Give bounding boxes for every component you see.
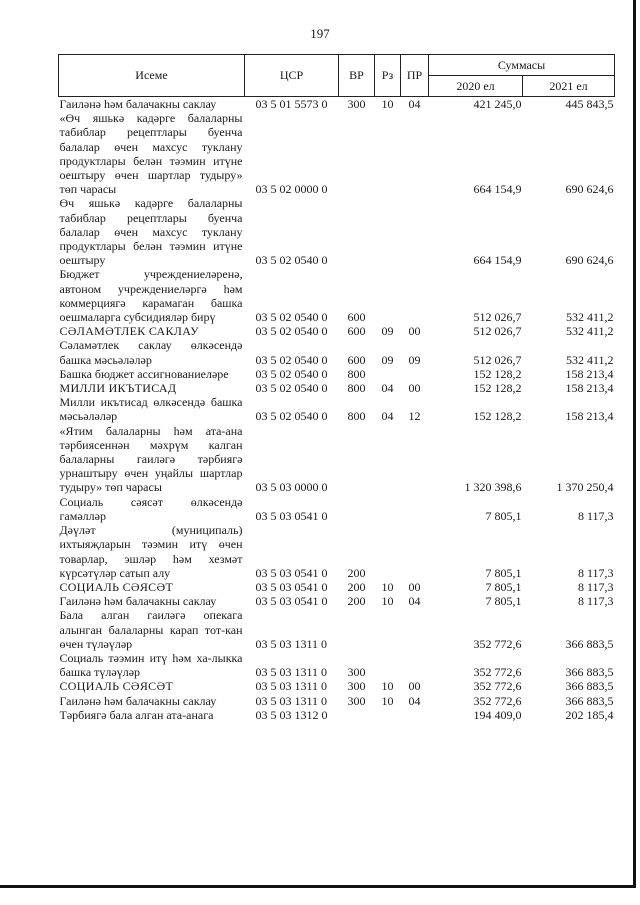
row-rz-code: 10 [381, 579, 394, 594]
row-csr-code: 03 5 01 5573 0 [255, 97, 328, 111]
table-row [59, 97, 615, 112]
row-vr-code: 600 [347, 352, 366, 367]
row-vr-code: 300 [347, 679, 366, 694]
row-amount-2021: 366 883,5 [565, 693, 614, 708]
row-amount-2021: 366 883,5 [565, 665, 614, 680]
row-amount-2021: 8 117,3 [577, 508, 614, 523]
row-vr-code: 800 [347, 381, 366, 396]
table-row [59, 651, 615, 679]
row-pr-code: 00 [408, 579, 421, 594]
row-amount-2020: 421 245,0 [473, 97, 522, 111]
row-name: Дәүләт (муниципаль) ихтыяҗларын тәэмин итү өчен товарлар, эшләр һәм хезмәт күрсәтүләр сатып алу [59, 523, 243, 580]
table-row [59, 367, 615, 381]
row-amount-2020: 7 805,1 [485, 508, 522, 523]
table-row [59, 424, 615, 495]
header-year-2020: 2020 ел [429, 76, 523, 97]
row-csr-code: 03 5 03 1311 0 [255, 693, 328, 708]
row-pr-code [401, 367, 429, 381]
row-amount-2021: 8 117,3 [577, 579, 614, 594]
row-amount-2020: 7 805,1 [485, 579, 522, 594]
row-name: Гаиләнә һәм балачакны саклау [59, 594, 217, 609]
budget-table [58, 54, 615, 722]
row-pr-code: 04 [408, 693, 421, 708]
row-vr-code: 200 [347, 594, 366, 609]
row-csr-code: 03 5 03 0541 0 [255, 565, 328, 580]
row-amount-2021: 366 883,5 [565, 679, 614, 694]
row-pr-code [401, 196, 429, 267]
row-vr-code [339, 495, 375, 523]
row-pr-code: 09 [408, 352, 421, 367]
row-name: Гаиләнә һәм балачакны саклау [59, 693, 217, 708]
row-amount-2021: 690 624,6 [565, 182, 614, 197]
row-amount-2021: 8 117,3 [577, 565, 614, 580]
row-amount-2020: 1 320 398,6 [464, 480, 522, 495]
row-amount-2020: 152 128,2 [473, 381, 522, 396]
row-rz-code: 10 [381, 679, 394, 694]
row-amount-2021: 8 117,3 [577, 594, 614, 609]
row-csr-code: 03 5 02 0540 0 [255, 310, 328, 325]
row-rz-code: 09 [381, 352, 394, 367]
row-name: Социаль тәэмин итү һәм ха-лыкка башка түләүләр [59, 650, 243, 680]
row-amount-2021: 532 411,2 [565, 352, 614, 367]
header-rz: Рз [375, 55, 401, 97]
row-amount-2020: 352 772,6 [473, 636, 522, 651]
row-vr-code: 300 [347, 97, 366, 111]
row-amount-2021: 445 843,5 [565, 97, 614, 111]
row-vr-code: 600 [347, 310, 366, 325]
row-amount-2020: 352 772,6 [473, 665, 522, 680]
row-rz-code [375, 424, 401, 495]
row-name: СӘЛАМӘТЛЕК САКЛАУ [59, 324, 199, 339]
row-rz-code [375, 708, 401, 722]
row-csr-code: 03 5 03 1312 0 [255, 707, 328, 722]
row-vr-code: 300 [347, 693, 366, 708]
table-row [59, 523, 615, 580]
row-pr-code [401, 523, 429, 580]
row-pr-code [401, 708, 429, 722]
row-csr-code: 03 5 03 1311 0 [255, 636, 328, 651]
row-amount-2021: 158 213,4 [565, 366, 614, 381]
row-rz-code [375, 267, 401, 324]
table-row [59, 580, 615, 594]
table-row [59, 694, 615, 708]
row-amount-2020: 664 154,9 [473, 253, 522, 268]
row-pr-code: 00 [408, 324, 421, 339]
row-csr-code: 03 5 03 0541 0 [255, 594, 328, 609]
row-pr-code [401, 424, 429, 495]
header-year-2021: 2021 ел [523, 76, 615, 97]
row-name: Бюджет учреждениеләренә, автоном учреждениеләргә һәм коммерциягә карамаган башка оешмаларга субсидияләр бирү [59, 267, 243, 325]
table-row [59, 594, 615, 608]
row-name: Гаиләнә һәм балачакны саклау [59, 97, 217, 111]
header-csr: ЦСР [245, 55, 339, 97]
header-pr: ПР [401, 55, 429, 97]
row-pr-code: 04 [408, 594, 421, 609]
row-amount-2021: 366 883,5 [565, 636, 614, 651]
row-name: Тәрбиягә бала алган ата-анага [59, 707, 214, 722]
row-name: Өч яшькә кадәрге балаларны табиблар рецептлары буенча балалар өчен махсус туклану продуктлары белән тәэмин итүне оештыру [59, 196, 243, 268]
row-pr-code: 12 [408, 409, 421, 424]
row-name: Башка бюджет ассигнованиеләре [59, 366, 229, 381]
page-number: 197 [310, 26, 330, 41]
table-row [59, 267, 615, 324]
row-pr-code: 00 [408, 679, 421, 694]
row-vr-code: 300 [347, 665, 366, 680]
row-amount-2020: 512 026,7 [473, 324, 522, 339]
row-amount-2020: 152 128,2 [473, 366, 522, 381]
row-csr-code: 03 5 02 0540 0 [255, 409, 328, 424]
row-amount-2021: 158 213,4 [565, 381, 614, 396]
row-pr-code [401, 651, 429, 679]
row-vr-code [339, 608, 375, 651]
row-rz-code [375, 651, 401, 679]
row-rz-code: 04 [381, 409, 394, 424]
row-csr-code: 03 5 02 0540 0 [255, 253, 328, 268]
row-csr-code: 03 5 02 0000 0 [255, 182, 328, 197]
row-vr-code: 200 [347, 565, 366, 580]
table-row [59, 381, 615, 395]
row-rz-code: 10 [381, 594, 394, 609]
row-csr-code: 03 5 02 0540 0 [255, 366, 328, 381]
row-name: СОЦИАЛЬ СӘЯСӘТ [59, 579, 174, 594]
row-amount-2021: 158 213,4 [565, 409, 614, 424]
table-row [59, 395, 615, 423]
table-row [59, 495, 615, 523]
row-name: Социаль сәясәт өлкәсендә гамәлләр [59, 494, 243, 523]
header-name: Исеме [59, 55, 245, 97]
row-rz-code [375, 495, 401, 523]
row-rz-code [375, 367, 401, 381]
row-vr-code [339, 708, 375, 722]
table-row [59, 196, 615, 267]
row-rz-code: 10 [381, 97, 394, 111]
row-pr-code [401, 111, 429, 196]
row-vr-code: 200 [347, 579, 366, 594]
row-csr-code: 03 5 02 0540 0 [255, 381, 328, 396]
row-csr-code: 03 5 02 0540 0 [255, 324, 328, 339]
row-amount-2021: 532 411,2 [565, 324, 614, 339]
row-vr-code [339, 196, 375, 267]
row-rz-code [375, 111, 401, 196]
row-pr-code [401, 495, 429, 523]
row-pr-code: 00 [408, 381, 421, 396]
row-pr-code: 04 [408, 97, 421, 111]
table-row [59, 708, 615, 722]
row-rz-code [375, 523, 401, 580]
row-vr-code: 800 [347, 366, 366, 381]
row-name: Милли икътисад өлкәсендә башка мәсьәләләр [59, 395, 243, 424]
row-vr-code: 800 [347, 409, 366, 424]
row-name: Бала алган гаиләгә опекага алынган балаларны карап тот-кан өчен түләүләр [59, 608, 243, 651]
table-row [59, 338, 615, 366]
table-row [59, 111, 615, 196]
page-frame-bottom [0, 885, 636, 888]
row-rz-code [375, 196, 401, 267]
row-csr-code: 03 5 03 0541 0 [255, 579, 328, 594]
row-amount-2021: 532 411,2 [565, 310, 614, 325]
row-rz-code: 09 [381, 324, 394, 339]
row-amount-2020: 7 805,1 [485, 594, 522, 609]
row-amount-2021: 690 624,6 [565, 253, 614, 268]
row-csr-code: 03 5 03 0000 0 [255, 480, 328, 495]
row-amount-2020: 194 409,0 [473, 707, 522, 722]
row-vr-code: 600 [347, 324, 366, 339]
row-amount-2021: 202 185,4 [565, 707, 614, 722]
row-amount-2021: 1 370 250,4 [556, 480, 614, 495]
header-vr: ВР [339, 55, 375, 97]
row-name: МИЛЛИ ИКЪТИСАД [59, 381, 177, 396]
row-rz-code [375, 608, 401, 651]
row-csr-code: 03 5 03 1311 0 [255, 665, 328, 680]
row-pr-code [401, 267, 429, 324]
row-vr-code [339, 111, 375, 196]
row-rz-code: 04 [381, 381, 394, 396]
table-row [59, 608, 615, 651]
row-amount-2020: 512 026,7 [473, 310, 522, 325]
row-amount-2020: 352 772,6 [473, 679, 522, 694]
row-csr-code: 03 5 03 1311 0 [255, 679, 328, 694]
row-rz-code: 10 [381, 693, 394, 708]
row-name: СОЦИАЛЬ СӘЯСӘТ [59, 679, 174, 694]
page-frame-right [633, 0, 636, 888]
table-body [59, 97, 615, 722]
header-sums: Суммасы [429, 55, 615, 76]
table-row [59, 324, 615, 338]
row-csr-code: 03 5 02 0540 0 [255, 352, 328, 367]
row-amount-2020: 512 026,7 [473, 352, 522, 367]
row-amount-2020: 152 128,2 [473, 409, 522, 424]
row-amount-2020: 7 805,1 [485, 565, 522, 580]
row-amount-2020: 352 772,6 [473, 693, 522, 708]
row-csr-code: 03 5 03 0541 0 [255, 508, 328, 523]
row-name: Сәламәтлек саклау өлкәсендә башка мәсьәләләр [59, 338, 243, 367]
row-name: «Ятим балаларны һәм ата-ана тәрбиясеннән мәхрүм калган балаларны гаиләгә тәрбиягә урнаштыру өчен уңайлы шартлар тудыру» төп чарасы [59, 423, 243, 495]
table-row [59, 679, 615, 693]
row-pr-code [401, 608, 429, 651]
row-vr-code [339, 424, 375, 495]
row-name: «Өч яшькә кадәрге балаларны табиблар рецептлары буенча балалар өчен махсус туклану продуктлары белән тәэмин итүне оештыру өчен шартлар тудыру» төп чарасы [59, 111, 243, 197]
row-amount-2020: 664 154,9 [473, 182, 522, 197]
table-header [59, 55, 615, 97]
